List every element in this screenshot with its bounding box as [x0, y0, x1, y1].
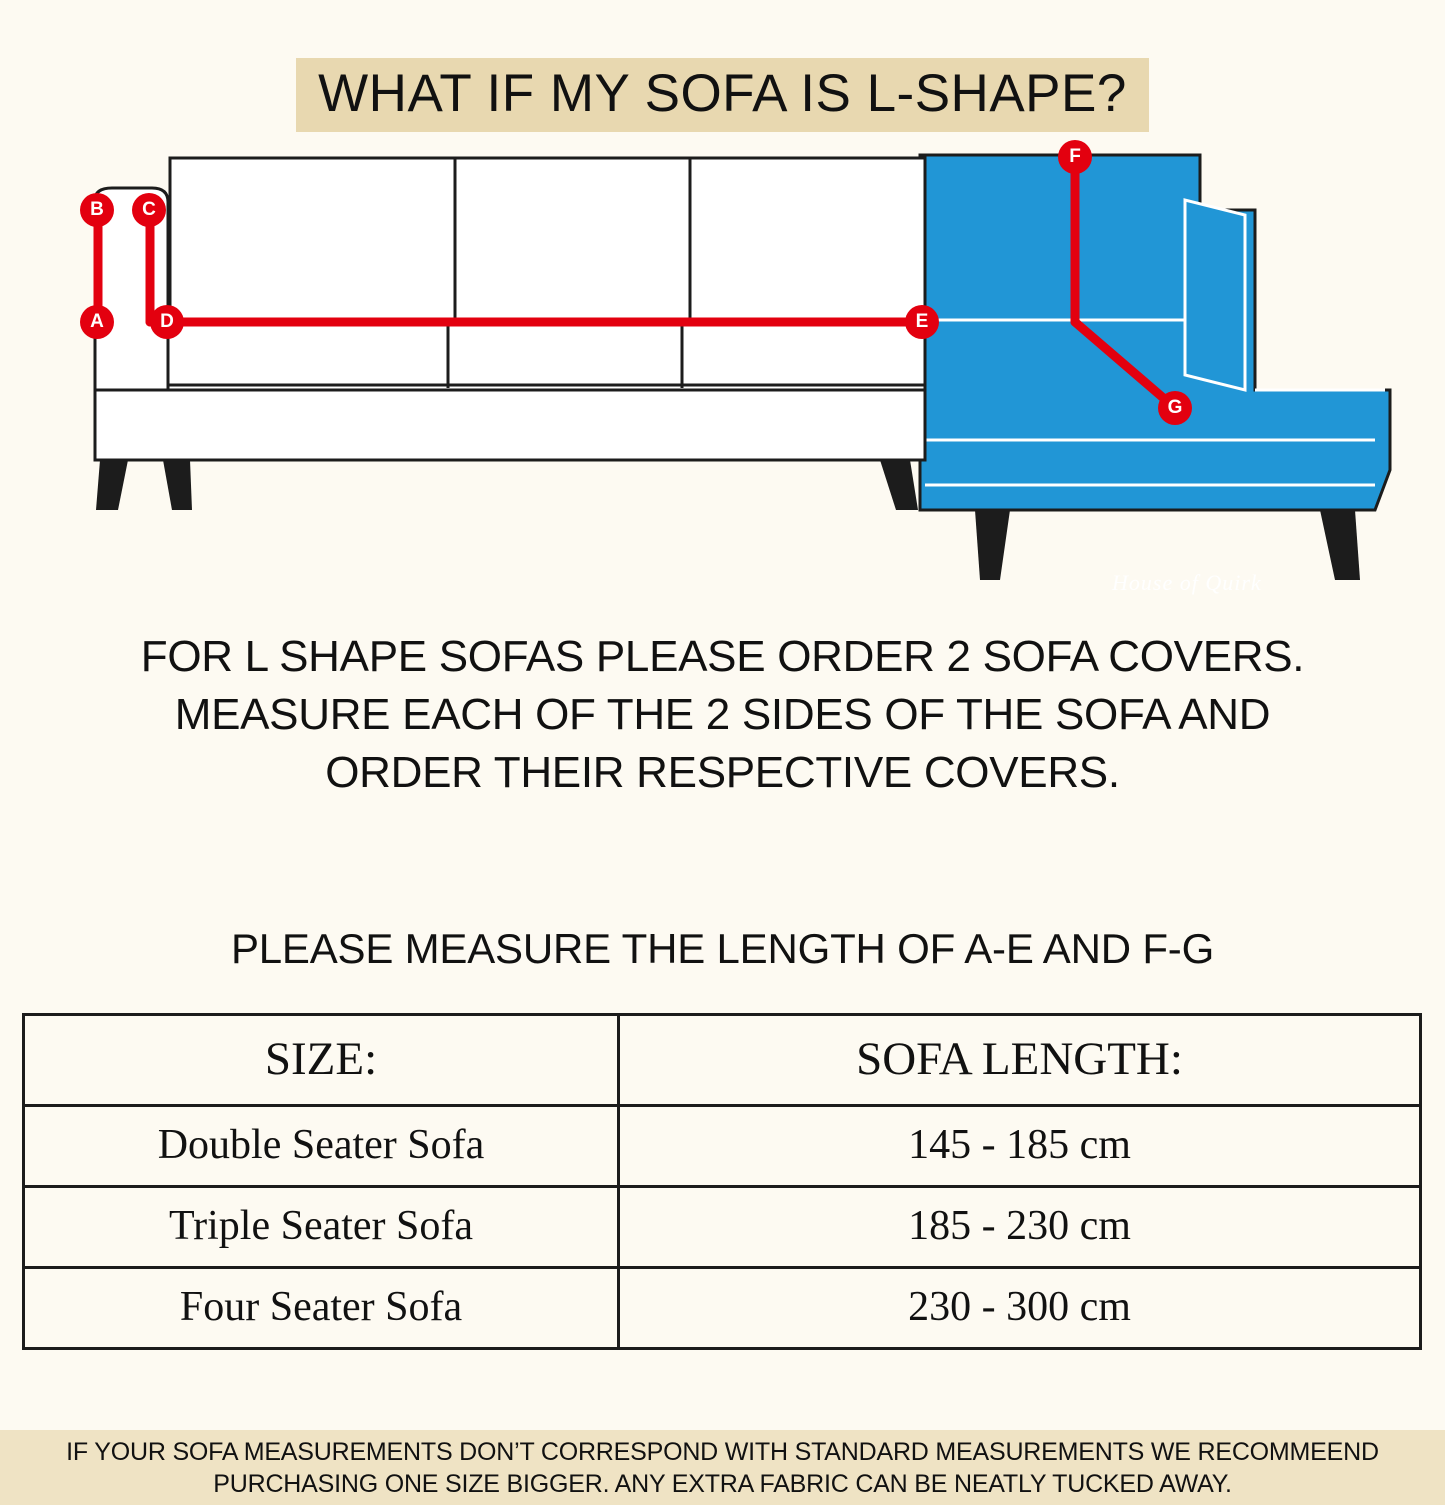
point-marker-g: G	[1158, 391, 1192, 425]
table-header-length: SOFA LENGTH:	[619, 1015, 1421, 1106]
chaise-section	[920, 155, 1390, 510]
point-marker-b: B	[80, 193, 114, 227]
table-header-size: SIZE:	[24, 1015, 619, 1106]
footnote-line-2: PURCHASING ONE SIZE BIGGER. ANY EXTRA FABRIC CAN BE NEATLY TUCKED AWAY.	[213, 1470, 1232, 1498]
brand-watermark: House of Quirk	[1112, 570, 1262, 595]
instructions-line-1: FOR L SHAPE SOFAS PLEASE ORDER 2 SOFA COVERS.	[140, 632, 1305, 681]
point-marker-c: C	[132, 193, 166, 227]
instructions-line-3: ORDER THEIR RESPECTIVE COVERS.	[325, 748, 1120, 798]
point-marker-e: E	[905, 305, 939, 339]
cell-length-triple: 185 - 230 cm	[619, 1187, 1421, 1268]
table-header-row	[24, 1015, 1421, 1106]
cell-size-four: Four Seater Sofa	[24, 1268, 619, 1349]
cell-size-double: Double Seater Sofa	[24, 1106, 619, 1187]
instructions-line-2: MEASURE EACH OF THE 2 SIDES OF THE SOFA AND	[174, 690, 1271, 740]
sofa-legs	[96, 460, 918, 510]
main-sofa-section	[95, 158, 925, 460]
point-marker-f: F	[1058, 140, 1092, 174]
table-row	[24, 1106, 1421, 1187]
page-title: WHAT IF MY SOFA IS L-SHAPE?	[296, 58, 1149, 132]
footnote-line-1: IF YOUR SOFA MEASUREMENTS DON’T CORRESPOND WITH STANDARD MEASUREMENTS WE RECOMMEEND	[66, 1438, 1379, 1466]
cell-length-double: 145 - 185 cm	[619, 1106, 1421, 1187]
table-row	[24, 1187, 1421, 1268]
size-chart-table	[22, 1013, 1422, 1350]
cell-length-four: 230 - 300 cm	[619, 1268, 1421, 1349]
table-row	[24, 1268, 1421, 1349]
instructions-block	[60, 628, 1385, 802]
sofa-diagram	[0, 140, 1445, 600]
page-title-container	[0, 58, 1445, 132]
point-marker-d: D	[150, 305, 184, 339]
measure-note: PLEASE MEASURE THE LENGTH OF A-E AND F-G	[230, 925, 1215, 972]
footnote	[0, 1430, 1445, 1505]
cell-size-triple: Triple Seater Sofa	[24, 1187, 619, 1268]
point-marker-a: A	[80, 305, 114, 339]
